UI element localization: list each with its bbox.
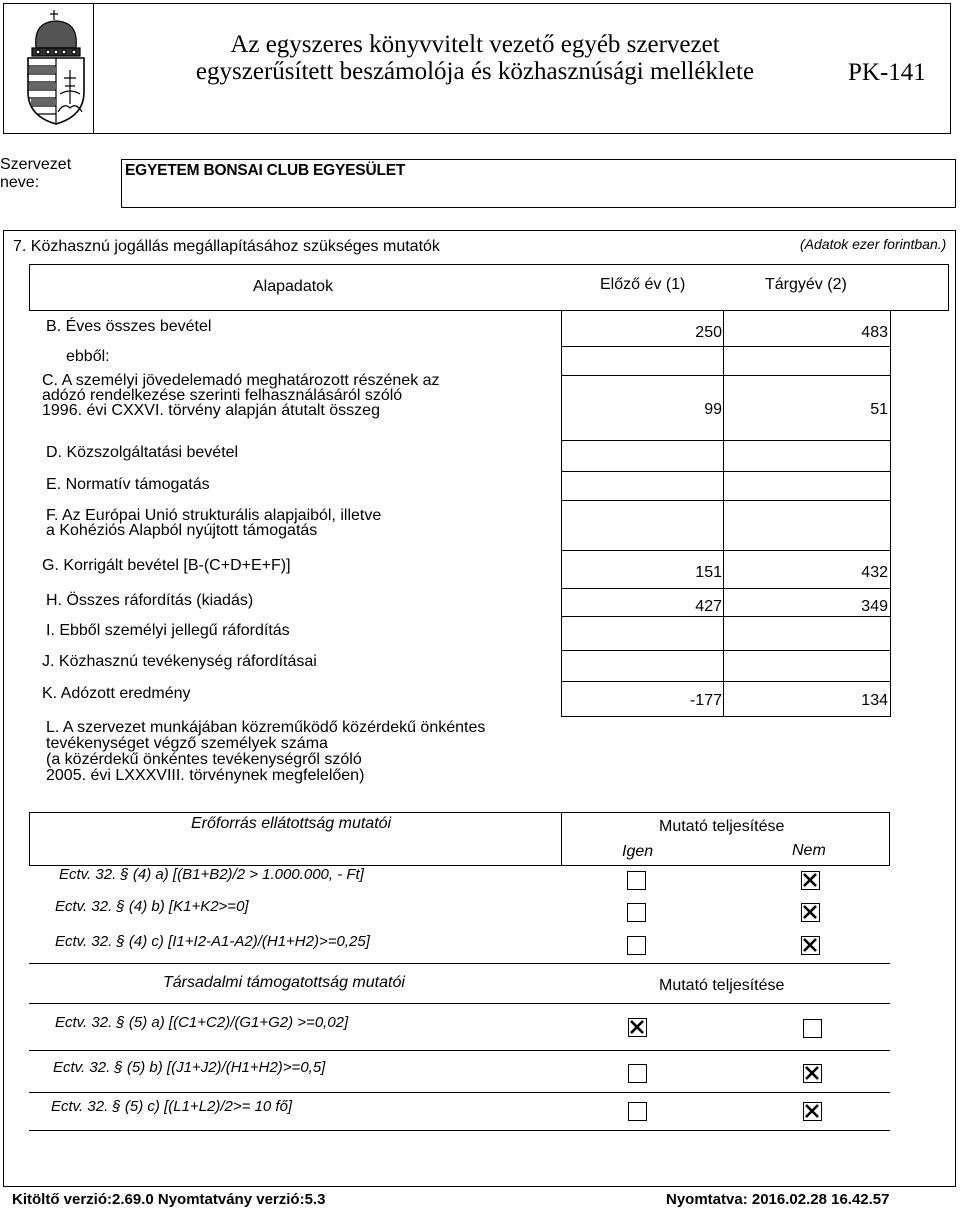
header-curr-year: Tárgyév (2) <box>765 276 847 293</box>
grid-row-line <box>561 716 891 717</box>
resource-no-checkbox[interactable] <box>801 936 820 955</box>
resource-item-label: Ectv. 32. § (4) a) [(B1+B2)/2 > 1.000.000, - Ft] <box>59 866 364 883</box>
social-no-checkbox[interactable] <box>803 1064 822 1083</box>
row-b-label: B. Éves összes bevétel <box>46 318 212 335</box>
grid-row-line <box>561 550 891 551</box>
row-k-curr: 134 <box>861 692 888 709</box>
row-h-label: H. Összes ráfordítás (kiadás) <box>46 592 254 609</box>
social-yes-checkbox[interactable] <box>628 1102 647 1121</box>
x-mark-icon <box>802 872 818 888</box>
row-g-prev: 151 <box>695 564 722 581</box>
row-h-curr: 349 <box>861 598 888 615</box>
header-basic-data: Alapadatok <box>253 278 334 295</box>
resources-no-label: Nem <box>792 842 826 859</box>
grid-row-line <box>561 650 891 651</box>
grid-row-line <box>561 681 891 682</box>
row-c-label-line3: 1996. évi CXXVI. törvény alapján átutalt összeg <box>42 402 380 419</box>
social-line <box>29 1050 890 1051</box>
row-g-label: G. Korrigált bevétel [B-(C+D+E+F)] <box>42 557 291 574</box>
resources-yes-label: Igen <box>622 843 654 860</box>
resource-yes-checkbox[interactable] <box>627 903 646 922</box>
resource-no-checkbox[interactable] <box>801 903 820 922</box>
social-fulfill-title: Mutató teljesítése <box>659 977 785 994</box>
grid-col-mid <box>723 311 724 717</box>
form-title-line1: Az egyszeres könyvvitelt vezető egyéb szervezet <box>230 31 720 58</box>
social-yes-checkbox[interactable] <box>628 1018 647 1037</box>
social-no-checkbox[interactable] <box>803 1019 822 1038</box>
row-c-label-line2: adózó rendelkezése szerinti felhasználásáról szóló <box>42 387 403 404</box>
footer-printed: Nyomtatva: 2016.02.28 16.42.57 <box>666 1191 890 1208</box>
resources-divider <box>561 812 562 866</box>
resource-item-label: Ectv. 32. § (4) c) [I1+I2-A1-A2)/(H1+H2)>=0,25] <box>55 933 370 950</box>
row-l-label-line4: 2005. évi LXXXVIII. törvénynek megfelelően) <box>46 767 365 784</box>
grid-col-right <box>890 311 891 717</box>
row-j-label: J. Közhasznú tevékenység ráfordításai <box>42 653 317 670</box>
header-prev-year: Előző év (1) <box>600 276 686 293</box>
x-mark-icon <box>629 1019 645 1035</box>
grid-row-line <box>561 588 891 589</box>
row-h-prev: 427 <box>695 598 722 615</box>
grid-col-left <box>561 311 562 717</box>
row-l-label-line2: tevékenységet végző személyek száma <box>46 735 328 752</box>
row-l-label-line3: (a közérdekű önkéntes tevékenységről szóló <box>46 751 362 768</box>
x-mark-icon <box>802 937 818 953</box>
row-c-curr: 51 <box>870 401 888 418</box>
social-item-label: Ectv. 32. § (5) c) [(L1+L2)/2>= 10 fő] <box>51 1098 293 1115</box>
row-k-prev: -177 <box>689 692 722 709</box>
form-code: PK-141 <box>848 59 926 86</box>
resource-no-checkbox[interactable] <box>801 871 820 890</box>
section-title: 7. Közhasznú jogállás megállapításához szükséges mutatók <box>13 238 440 255</box>
row-l-label-line1: L. A szervezet munkájában közreműködő közérdekű önkéntes <box>46 719 486 736</box>
row-i-label: I. Ebből személyi jellegű ráfordítás <box>46 622 290 639</box>
social-line <box>29 1092 890 1093</box>
row-ebbol-label: ebből: <box>66 348 110 365</box>
x-mark-icon <box>804 1065 820 1081</box>
grid-row-line <box>561 346 891 347</box>
grid-row-line <box>561 440 891 441</box>
resources-fulfill-title: Mutató teljesítése <box>659 818 785 835</box>
row-d-label: D. Közszolgáltatási bevétel <box>46 444 239 461</box>
resources-title: Erőforrás ellátottság mutatói <box>191 815 392 832</box>
row-e-label: E. Normatív támogatás <box>46 476 210 493</box>
org-label-line2: neve: <box>0 174 40 191</box>
header-divider <box>93 3 94 134</box>
grid-row-line <box>561 375 891 376</box>
row-b-curr: 483 <box>861 324 888 341</box>
row-f-label-line1: F. Az Európai Unió strukturális alapjaiból, illetve <box>46 507 382 524</box>
social-yes-checkbox[interactable] <box>628 1064 647 1083</box>
row-b-prev: 250 <box>695 324 722 341</box>
resource-yes-checkbox[interactable] <box>627 871 646 890</box>
social-item-label: Ectv. 32. § (5) a) [(C1+C2)/(G1+G2) >=0,02] <box>55 1014 349 1031</box>
form-title-line2: egyszerűsített beszámolója és közhasznúsági melléklete <box>195 58 755 85</box>
social-top-line <box>29 963 890 964</box>
social-no-checkbox[interactable] <box>803 1102 822 1121</box>
row-c-prev: 99 <box>704 401 722 418</box>
row-k-label: K. Adózott eredmény <box>42 685 191 702</box>
social-item-label: Ectv. 32. § (5) b) [(J1+J2)/(H1+H2)>=0,5] <box>53 1059 326 1076</box>
social-line <box>29 1003 890 1004</box>
grid-row-line <box>561 500 891 501</box>
coat-of-arms-icon <box>24 8 88 126</box>
social-title: Társadalmi támogatottság mutatói <box>163 974 405 991</box>
row-c-label-line1: C. A személyi jövedelemadó meghatározott részének az <box>42 372 440 389</box>
footer-versions: Kitöltő verzió:2.69.0 Nyomtatvány verzió:5.3 <box>12 1191 326 1208</box>
grid-row-line <box>561 616 891 617</box>
grid-row-line <box>561 471 891 472</box>
x-mark-icon <box>802 904 818 920</box>
row-g-curr: 432 <box>861 564 888 581</box>
org-label-line1: Szervezet <box>0 156 72 173</box>
row-f-label-line2: a Kohéziós Alapból nyújtott támogatás <box>46 522 318 539</box>
org-name-value: EGYETEM BONSAI CLUB EGYESÜLET <box>125 162 406 179</box>
unit-note: (Adatok ezer forintban.) <box>800 236 947 252</box>
x-mark-icon <box>804 1103 820 1119</box>
resource-yes-checkbox[interactable] <box>627 936 646 955</box>
resource-item-label: Ectv. 32. § (4) b) [K1+K2>=0] <box>55 898 249 915</box>
social-line <box>29 1130 890 1131</box>
